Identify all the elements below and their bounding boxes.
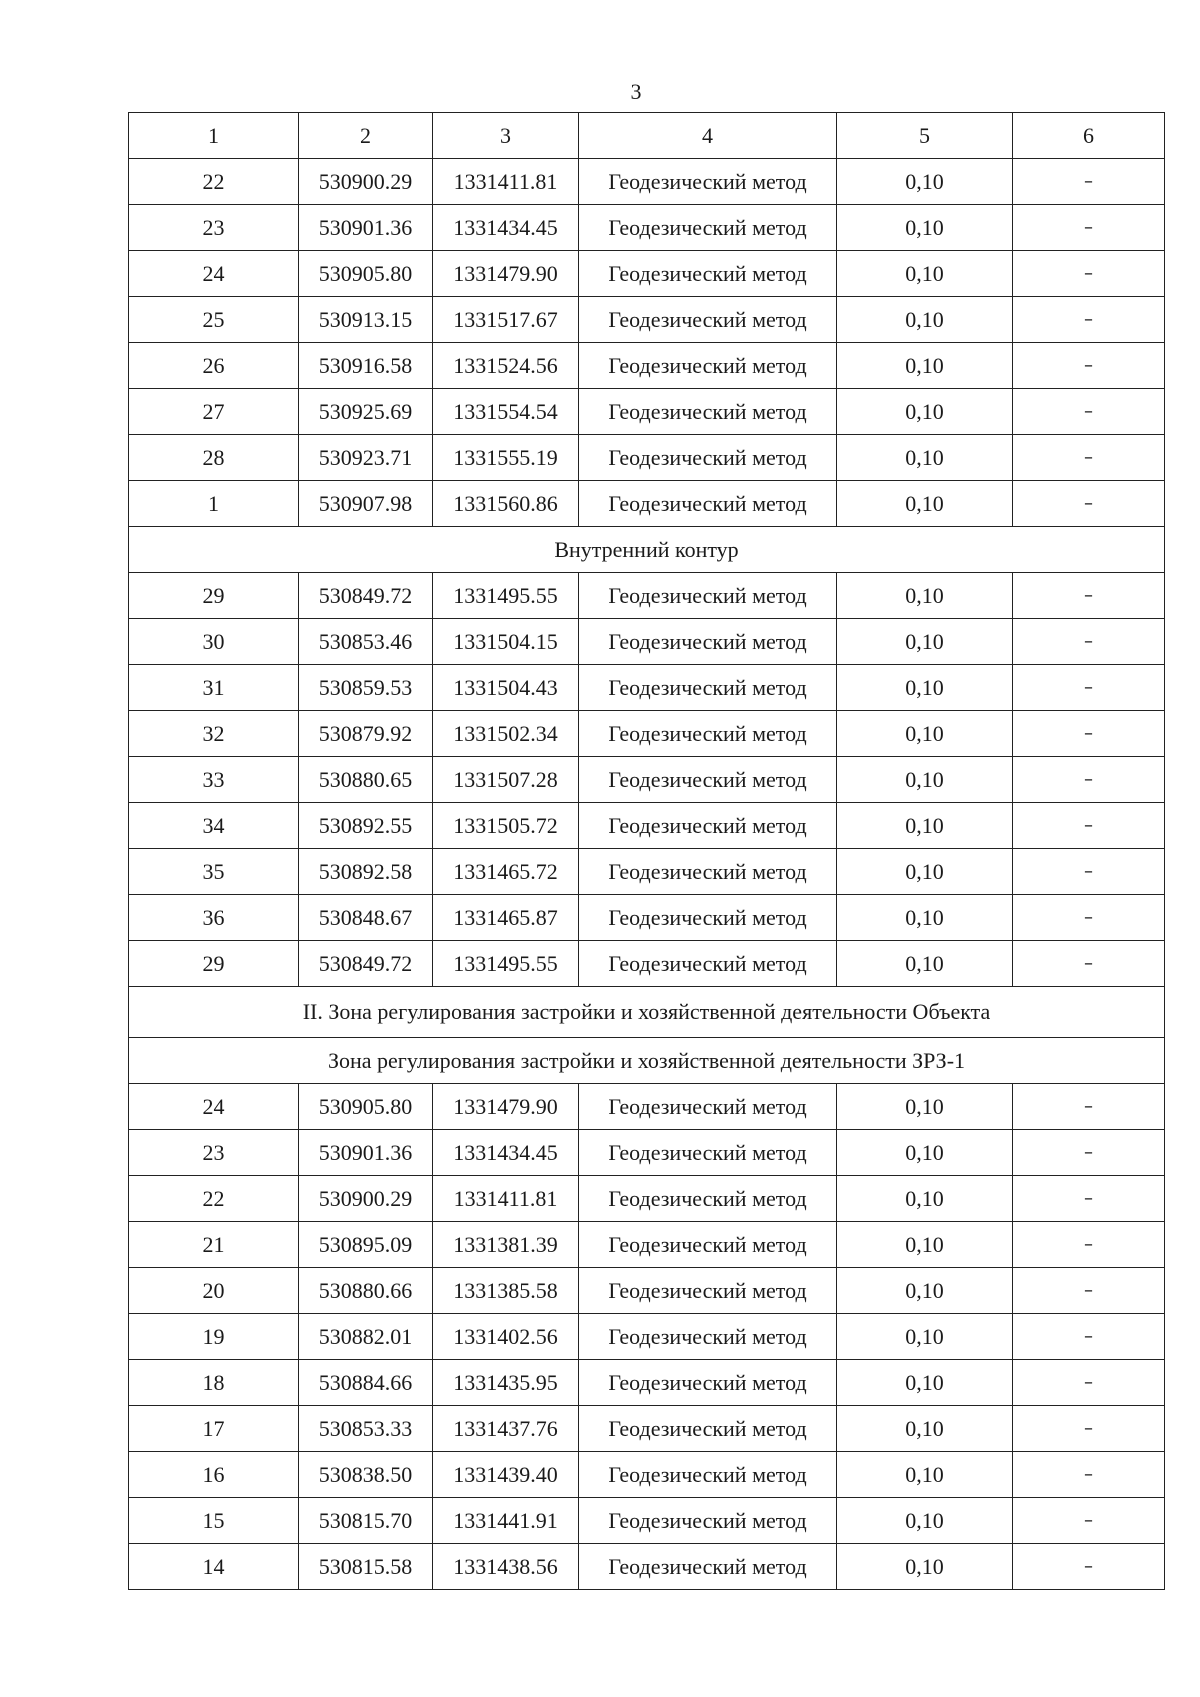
method-cell: Геодезический метод xyxy=(579,435,837,481)
point-number-cell: 19 xyxy=(129,1314,299,1360)
table-row xyxy=(129,435,1165,481)
y-coordinate-cell: 1331439.40 xyxy=(433,1452,579,1498)
x-coordinate-cell: 530901.36 xyxy=(299,205,433,251)
point-number-cell: 25 xyxy=(129,297,299,343)
section-title-row xyxy=(129,987,1165,1038)
table-row xyxy=(129,803,1165,849)
accuracy-cell: 0,10 xyxy=(837,803,1013,849)
x-coordinate-cell: 530905.80 xyxy=(299,1084,433,1130)
y-coordinate-cell: 1331507.28 xyxy=(433,757,579,803)
header-cell: 2 xyxy=(299,113,433,159)
table-row xyxy=(129,619,1165,665)
x-coordinate-cell: 530880.65 xyxy=(299,757,433,803)
point-number-cell: 28 xyxy=(129,435,299,481)
y-coordinate-cell: 1331502.34 xyxy=(433,711,579,757)
method-cell: Геодезический метод xyxy=(579,1176,837,1222)
point-number-cell: 22 xyxy=(129,1176,299,1222)
table-row xyxy=(129,1314,1165,1360)
method-cell: Геодезический метод xyxy=(579,1360,837,1406)
method-cell: Геодезический метод xyxy=(579,619,837,665)
accuracy-cell: 0,10 xyxy=(837,1176,1013,1222)
note-cell: – xyxy=(1013,297,1165,343)
table-row xyxy=(129,1222,1165,1268)
x-coordinate-cell: 530895.09 xyxy=(299,1222,433,1268)
subsection-title-row-cell: Зона регулирования застройки и хозяйственной деятельности ЗРЗ-1 xyxy=(129,1038,1165,1084)
header-cell: 4 xyxy=(579,113,837,159)
accuracy-cell: 0,10 xyxy=(837,711,1013,757)
point-number-cell: 22 xyxy=(129,159,299,205)
accuracy-cell: 0,10 xyxy=(837,665,1013,711)
y-coordinate-cell: 1331505.72 xyxy=(433,803,579,849)
x-coordinate-cell: 530925.69 xyxy=(299,389,433,435)
point-number-cell: 29 xyxy=(129,941,299,987)
y-coordinate-cell: 1331555.19 xyxy=(433,435,579,481)
table-row xyxy=(129,1360,1165,1406)
point-number-cell: 31 xyxy=(129,665,299,711)
accuracy-cell: 0,10 xyxy=(837,1544,1013,1590)
note-cell: – xyxy=(1013,205,1165,251)
table-row xyxy=(129,1498,1165,1544)
note-cell: – xyxy=(1013,159,1165,205)
note-cell: – xyxy=(1013,1452,1165,1498)
y-coordinate-cell: 1331437.76 xyxy=(433,1406,579,1452)
table-row xyxy=(129,711,1165,757)
table-row xyxy=(129,849,1165,895)
accuracy-cell: 0,10 xyxy=(837,481,1013,527)
note-cell: – xyxy=(1013,941,1165,987)
note-cell: – xyxy=(1013,1084,1165,1130)
accuracy-cell: 0,10 xyxy=(837,1314,1013,1360)
method-cell: Геодезический метод xyxy=(579,297,837,343)
table-row xyxy=(129,895,1165,941)
note-cell: – xyxy=(1013,1268,1165,1314)
point-number-cell: 16 xyxy=(129,1452,299,1498)
x-coordinate-cell: 530853.33 xyxy=(299,1406,433,1452)
y-coordinate-cell: 1331411.81 xyxy=(433,1176,579,1222)
point-number-cell: 30 xyxy=(129,619,299,665)
method-cell: Геодезический метод xyxy=(579,1268,837,1314)
x-coordinate-cell: 530913.15 xyxy=(299,297,433,343)
y-coordinate-cell: 1331435.95 xyxy=(433,1360,579,1406)
header-cell: 5 xyxy=(837,113,1013,159)
x-coordinate-cell: 530882.01 xyxy=(299,1314,433,1360)
point-number-cell: 14 xyxy=(129,1544,299,1590)
method-cell: Геодезический метод xyxy=(579,343,837,389)
point-number-cell: 1 xyxy=(129,481,299,527)
x-coordinate-cell: 530892.55 xyxy=(299,803,433,849)
note-cell: – xyxy=(1013,711,1165,757)
header-cell: 6 xyxy=(1013,113,1165,159)
subsection-title-row xyxy=(129,1038,1165,1084)
table-row xyxy=(129,343,1165,389)
section-title-row-cell: II. Зона регулирования застройки и хозяйственной деятельности Объекта xyxy=(129,987,1165,1038)
table-row xyxy=(129,1130,1165,1176)
point-number-cell: 15 xyxy=(129,1498,299,1544)
note-cell: – xyxy=(1013,849,1165,895)
accuracy-cell: 0,10 xyxy=(837,1498,1013,1544)
accuracy-cell: 0,10 xyxy=(837,435,1013,481)
point-number-cell: 24 xyxy=(129,251,299,297)
accuracy-cell: 0,10 xyxy=(837,1360,1013,1406)
note-cell: – xyxy=(1013,389,1165,435)
note-cell: – xyxy=(1013,343,1165,389)
table-row xyxy=(129,1084,1165,1130)
accuracy-cell: 0,10 xyxy=(837,1222,1013,1268)
y-coordinate-cell: 1331438.56 xyxy=(433,1544,579,1590)
table-row xyxy=(129,941,1165,987)
accuracy-cell: 0,10 xyxy=(837,251,1013,297)
point-number-cell: 23 xyxy=(129,205,299,251)
table-row xyxy=(129,389,1165,435)
point-number-cell: 26 xyxy=(129,343,299,389)
y-coordinate-cell: 1331402.56 xyxy=(433,1314,579,1360)
note-cell: – xyxy=(1013,1176,1165,1222)
page-number: 3 xyxy=(630,79,642,104)
x-coordinate-cell: 530859.53 xyxy=(299,665,433,711)
x-coordinate-cell: 530900.29 xyxy=(299,1176,433,1222)
x-coordinate-cell: 530916.58 xyxy=(299,343,433,389)
table-row xyxy=(129,1544,1165,1590)
method-cell: Геодезический метод xyxy=(579,1544,837,1590)
accuracy-cell: 0,10 xyxy=(837,895,1013,941)
y-coordinate-cell: 1331381.39 xyxy=(433,1222,579,1268)
y-coordinate-cell: 1331465.87 xyxy=(433,895,579,941)
x-coordinate-cell: 530905.80 xyxy=(299,251,433,297)
coordinates-table xyxy=(128,112,1165,1590)
x-coordinate-cell: 530923.71 xyxy=(299,435,433,481)
x-coordinate-cell: 530884.66 xyxy=(299,1360,433,1406)
method-cell: Геодезический метод xyxy=(579,803,837,849)
method-cell: Геодезический метод xyxy=(579,1314,837,1360)
note-cell: – xyxy=(1013,1498,1165,1544)
y-coordinate-cell: 1331465.72 xyxy=(433,849,579,895)
point-number-cell: 24 xyxy=(129,1084,299,1130)
method-cell: Геодезический метод xyxy=(579,481,837,527)
header-cell: 1 xyxy=(129,113,299,159)
x-coordinate-cell: 530838.50 xyxy=(299,1452,433,1498)
y-coordinate-cell: 1331495.55 xyxy=(433,573,579,619)
accuracy-cell: 0,10 xyxy=(837,1268,1013,1314)
accuracy-cell: 0,10 xyxy=(837,1130,1013,1176)
note-cell: – xyxy=(1013,251,1165,297)
method-cell: Геодезический метод xyxy=(579,1130,837,1176)
table-row xyxy=(129,573,1165,619)
method-cell: Геодезический метод xyxy=(579,849,837,895)
method-cell: Геодезический метод xyxy=(579,1084,837,1130)
y-coordinate-cell: 1331434.45 xyxy=(433,1130,579,1176)
note-cell: – xyxy=(1013,619,1165,665)
table-row xyxy=(129,1268,1165,1314)
note-cell: – xyxy=(1013,895,1165,941)
y-coordinate-cell: 1331441.91 xyxy=(433,1498,579,1544)
table-row xyxy=(129,297,1165,343)
accuracy-cell: 0,10 xyxy=(837,619,1013,665)
table-row xyxy=(129,481,1165,527)
method-cell: Геодезический метод xyxy=(579,389,837,435)
accuracy-cell: 0,10 xyxy=(837,159,1013,205)
y-coordinate-cell: 1331479.90 xyxy=(433,251,579,297)
point-number-cell: 23 xyxy=(129,1130,299,1176)
accuracy-cell: 0,10 xyxy=(837,205,1013,251)
x-coordinate-cell: 530901.36 xyxy=(299,1130,433,1176)
point-number-cell: 29 xyxy=(129,573,299,619)
y-coordinate-cell: 1331560.86 xyxy=(433,481,579,527)
table-row xyxy=(129,1452,1165,1498)
x-coordinate-cell: 530848.67 xyxy=(299,895,433,941)
method-cell: Геодезический метод xyxy=(579,205,837,251)
method-cell: Геодезический метод xyxy=(579,711,837,757)
accuracy-cell: 0,10 xyxy=(837,573,1013,619)
header-cell: 3 xyxy=(433,113,579,159)
note-cell: – xyxy=(1013,1360,1165,1406)
note-cell: – xyxy=(1013,1314,1165,1360)
note-cell: – xyxy=(1013,757,1165,803)
method-cell: Геодезический метод xyxy=(579,1452,837,1498)
method-cell: Геодезический метод xyxy=(579,895,837,941)
x-coordinate-cell: 530849.72 xyxy=(299,573,433,619)
note-cell: – xyxy=(1013,1130,1165,1176)
y-coordinate-cell: 1331411.81 xyxy=(433,159,579,205)
accuracy-cell: 0,10 xyxy=(837,1084,1013,1130)
table-row xyxy=(129,251,1165,297)
note-cell: – xyxy=(1013,1406,1165,1452)
table-row xyxy=(129,665,1165,711)
accuracy-cell: 0,10 xyxy=(837,757,1013,803)
method-cell: Геодезический метод xyxy=(579,573,837,619)
x-coordinate-cell: 530879.92 xyxy=(299,711,433,757)
note-cell: – xyxy=(1013,573,1165,619)
header-row xyxy=(129,113,1165,159)
note-cell: – xyxy=(1013,1222,1165,1268)
method-cell: Геодезический метод xyxy=(579,665,837,711)
y-coordinate-cell: 1331504.15 xyxy=(433,619,579,665)
x-coordinate-cell: 530849.72 xyxy=(299,941,433,987)
method-cell: Геодезический метод xyxy=(579,1406,837,1452)
point-number-cell: 35 xyxy=(129,849,299,895)
method-cell: Геодезический метод xyxy=(579,159,837,205)
coordinates-table-body xyxy=(129,113,1165,1590)
note-cell: – xyxy=(1013,1544,1165,1590)
note-cell: – xyxy=(1013,481,1165,527)
note-cell: – xyxy=(1013,803,1165,849)
accuracy-cell: 0,10 xyxy=(837,297,1013,343)
y-coordinate-cell: 1331504.43 xyxy=(433,665,579,711)
table-row xyxy=(129,757,1165,803)
y-coordinate-cell: 1331385.58 xyxy=(433,1268,579,1314)
method-cell: Геодезический метод xyxy=(579,941,837,987)
y-coordinate-cell: 1331524.56 xyxy=(433,343,579,389)
point-number-cell: 20 xyxy=(129,1268,299,1314)
x-coordinate-cell: 530853.46 xyxy=(299,619,433,665)
point-number-cell: 33 xyxy=(129,757,299,803)
point-number-cell: 27 xyxy=(129,389,299,435)
table-row xyxy=(129,159,1165,205)
note-cell: – xyxy=(1013,435,1165,481)
note-cell: – xyxy=(1013,665,1165,711)
accuracy-cell: 0,10 xyxy=(837,849,1013,895)
point-number-cell: 36 xyxy=(129,895,299,941)
subsection-title-row xyxy=(129,527,1165,573)
point-number-cell: 34 xyxy=(129,803,299,849)
accuracy-cell: 0,10 xyxy=(837,941,1013,987)
x-coordinate-cell: 530880.66 xyxy=(299,1268,433,1314)
y-coordinate-cell: 1331434.45 xyxy=(433,205,579,251)
y-coordinate-cell: 1331517.67 xyxy=(433,297,579,343)
y-coordinate-cell: 1331495.55 xyxy=(433,941,579,987)
accuracy-cell: 0,10 xyxy=(837,389,1013,435)
x-coordinate-cell: 530907.98 xyxy=(299,481,433,527)
point-number-cell: 17 xyxy=(129,1406,299,1452)
y-coordinate-cell: 1331554.54 xyxy=(433,389,579,435)
point-number-cell: 18 xyxy=(129,1360,299,1406)
method-cell: Геодезический метод xyxy=(579,1222,837,1268)
method-cell: Геодезический метод xyxy=(579,757,837,803)
table-row xyxy=(129,1176,1165,1222)
method-cell: Геодезический метод xyxy=(579,1498,837,1544)
x-coordinate-cell: 530900.29 xyxy=(299,159,433,205)
method-cell: Геодезический метод xyxy=(579,251,837,297)
subsection-title-row-cell: Внутренний контур xyxy=(129,527,1165,573)
point-number-cell: 32 xyxy=(129,711,299,757)
point-number-cell: 21 xyxy=(129,1222,299,1268)
table-row xyxy=(129,1406,1165,1452)
accuracy-cell: 0,10 xyxy=(837,1406,1013,1452)
x-coordinate-cell: 530815.58 xyxy=(299,1544,433,1590)
accuracy-cell: 0,10 xyxy=(837,1452,1013,1498)
y-coordinate-cell: 1331479.90 xyxy=(433,1084,579,1130)
x-coordinate-cell: 530815.70 xyxy=(299,1498,433,1544)
x-coordinate-cell: 530892.58 xyxy=(299,849,433,895)
table-row xyxy=(129,205,1165,251)
accuracy-cell: 0,10 xyxy=(837,343,1013,389)
